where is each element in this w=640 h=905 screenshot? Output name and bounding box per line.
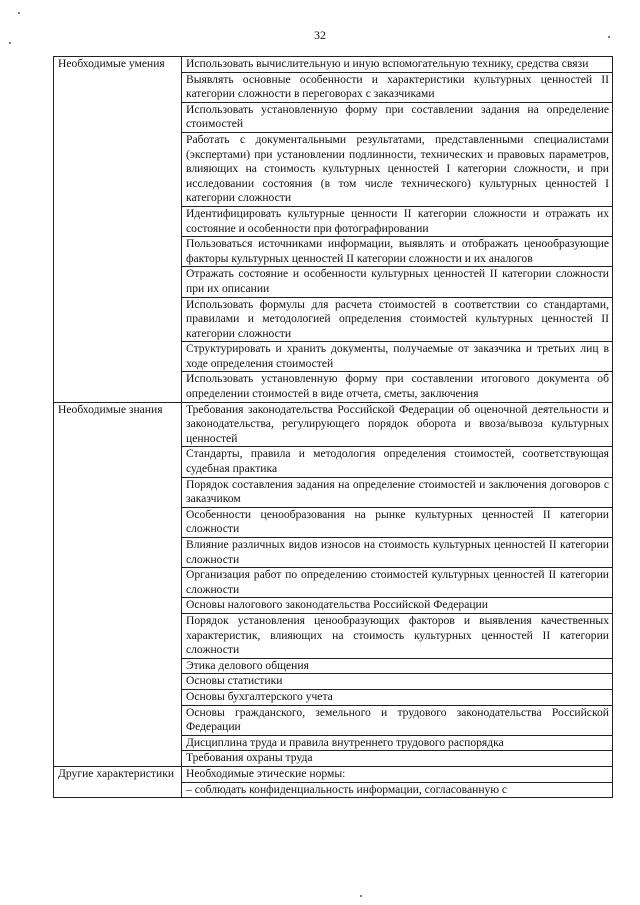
section-label xyxy=(54,57,182,403)
section-label-text: Необходимые знания xyxy=(58,402,163,416)
requirement-cell: Требования законодательства Российской Федерации об оценочной деятельности и законодательства, регулирующего порядок оборота и ввоза/вывоза культурных ценностей xyxy=(182,402,613,447)
requirement-cell: Основы гражданского, земельного и трудового законодательства Российской Федерации xyxy=(182,705,613,735)
requirement-cell: Требования охраны труда xyxy=(182,751,613,767)
requirement-cell: Основы статистики xyxy=(182,674,613,690)
requirement-cell: Порядок составления задания на определение стоимостей и заключения договоров с заказчиком xyxy=(182,477,613,507)
section-label xyxy=(54,766,182,797)
requirement-cell: Использовать вычислительную и иную вспомогательную технику, средства связи xyxy=(182,57,613,73)
requirement-cell: Идентифицировать культурные ценности II категории сложности и отражать их состояние и особенности при фотографировании xyxy=(182,206,613,236)
requirement-cell: Использовать установленную форму при составлении итогового документа об определении стоимостей в виде отчета, сметы, заключения xyxy=(182,372,613,402)
requirement-cell: Порядок установления ценообразующих факторов и выявления качественных характеристик, влияющих на стоимость культурных ценностей II категории сложности xyxy=(182,613,613,658)
requirement-cell: Стандарты, правила и методология определения стоимостей, соответствующая судебная практика xyxy=(182,447,613,477)
requirement-cell: Основы налогового законодательства Российской Федерации xyxy=(182,598,613,614)
requirement-cell: Использовать установленную форму при составлении задания на определение стоимостей xyxy=(182,102,613,132)
requirement-cell: Необходимые этические нормы: xyxy=(182,766,613,782)
requirement-cell: Выявлять основные особенности и характеристики культурных ценностей II категории сложности в переговорах с заказчиками xyxy=(182,72,613,102)
requirements-table xyxy=(53,56,613,798)
scan-speck xyxy=(18,12,20,14)
requirement-cell: Организация работ по определению стоимостей культурных ценностей II категории сложности xyxy=(182,568,613,598)
requirement-cell: Основы бухгалтерского учета xyxy=(182,689,613,705)
requirement-cell: Влияние различных видов износов на стоимость культурных ценностей II категории сложности xyxy=(182,538,613,568)
section-label-text: Необходимые умения xyxy=(58,57,165,70)
scan-speck xyxy=(608,36,610,38)
requirement-cell: Этика делового общения xyxy=(182,658,613,674)
requirement-cell: Пользоваться источниками информации, выявлять и отображать ценообразующие факторы культурных ценностей II категории сложности и их аналогов xyxy=(182,237,613,267)
requirement-cell: Структурировать и хранить документы, получаемые от заказчика и третьих лиц в ходе определения стоимостей xyxy=(182,342,613,372)
table-row xyxy=(54,766,613,782)
section-label-text: Другие характеристики xyxy=(58,766,175,780)
page-number: 32 xyxy=(314,28,326,42)
scan-speck xyxy=(360,895,362,897)
requirement-cell: Использовать формулы для расчета стоимостей в соответствии со стандартами, правилами и методологией определения стоимостей культурных ценностей II категории сложности xyxy=(182,297,613,342)
requirement-cell: Работать с документальными результатами, представленными специалистами (экспертами) при установлении подлинности, технических и правовых параметров, влияющих на стоимость культурных ценностей I категории сложности, и при исследовании состояния (в том числе технического) культурных ценностей I категории сложности xyxy=(182,132,613,206)
table-row xyxy=(54,57,613,73)
section-label xyxy=(54,402,182,766)
requirement-cell: Отражать состояние и особенности культурных ценностей II категории сложности при их описании xyxy=(182,267,613,297)
requirement-cell: – соблюдать конфиденциальность информации, согласованную с xyxy=(182,782,613,798)
scan-speck xyxy=(9,42,11,44)
requirement-cell: Дисциплина труда и правила внутреннего трудового распорядка xyxy=(182,735,613,751)
table-row xyxy=(54,402,613,447)
requirement-cell: Особенности ценообразования на рынке культурных ценностей II категории сложности xyxy=(182,507,613,537)
